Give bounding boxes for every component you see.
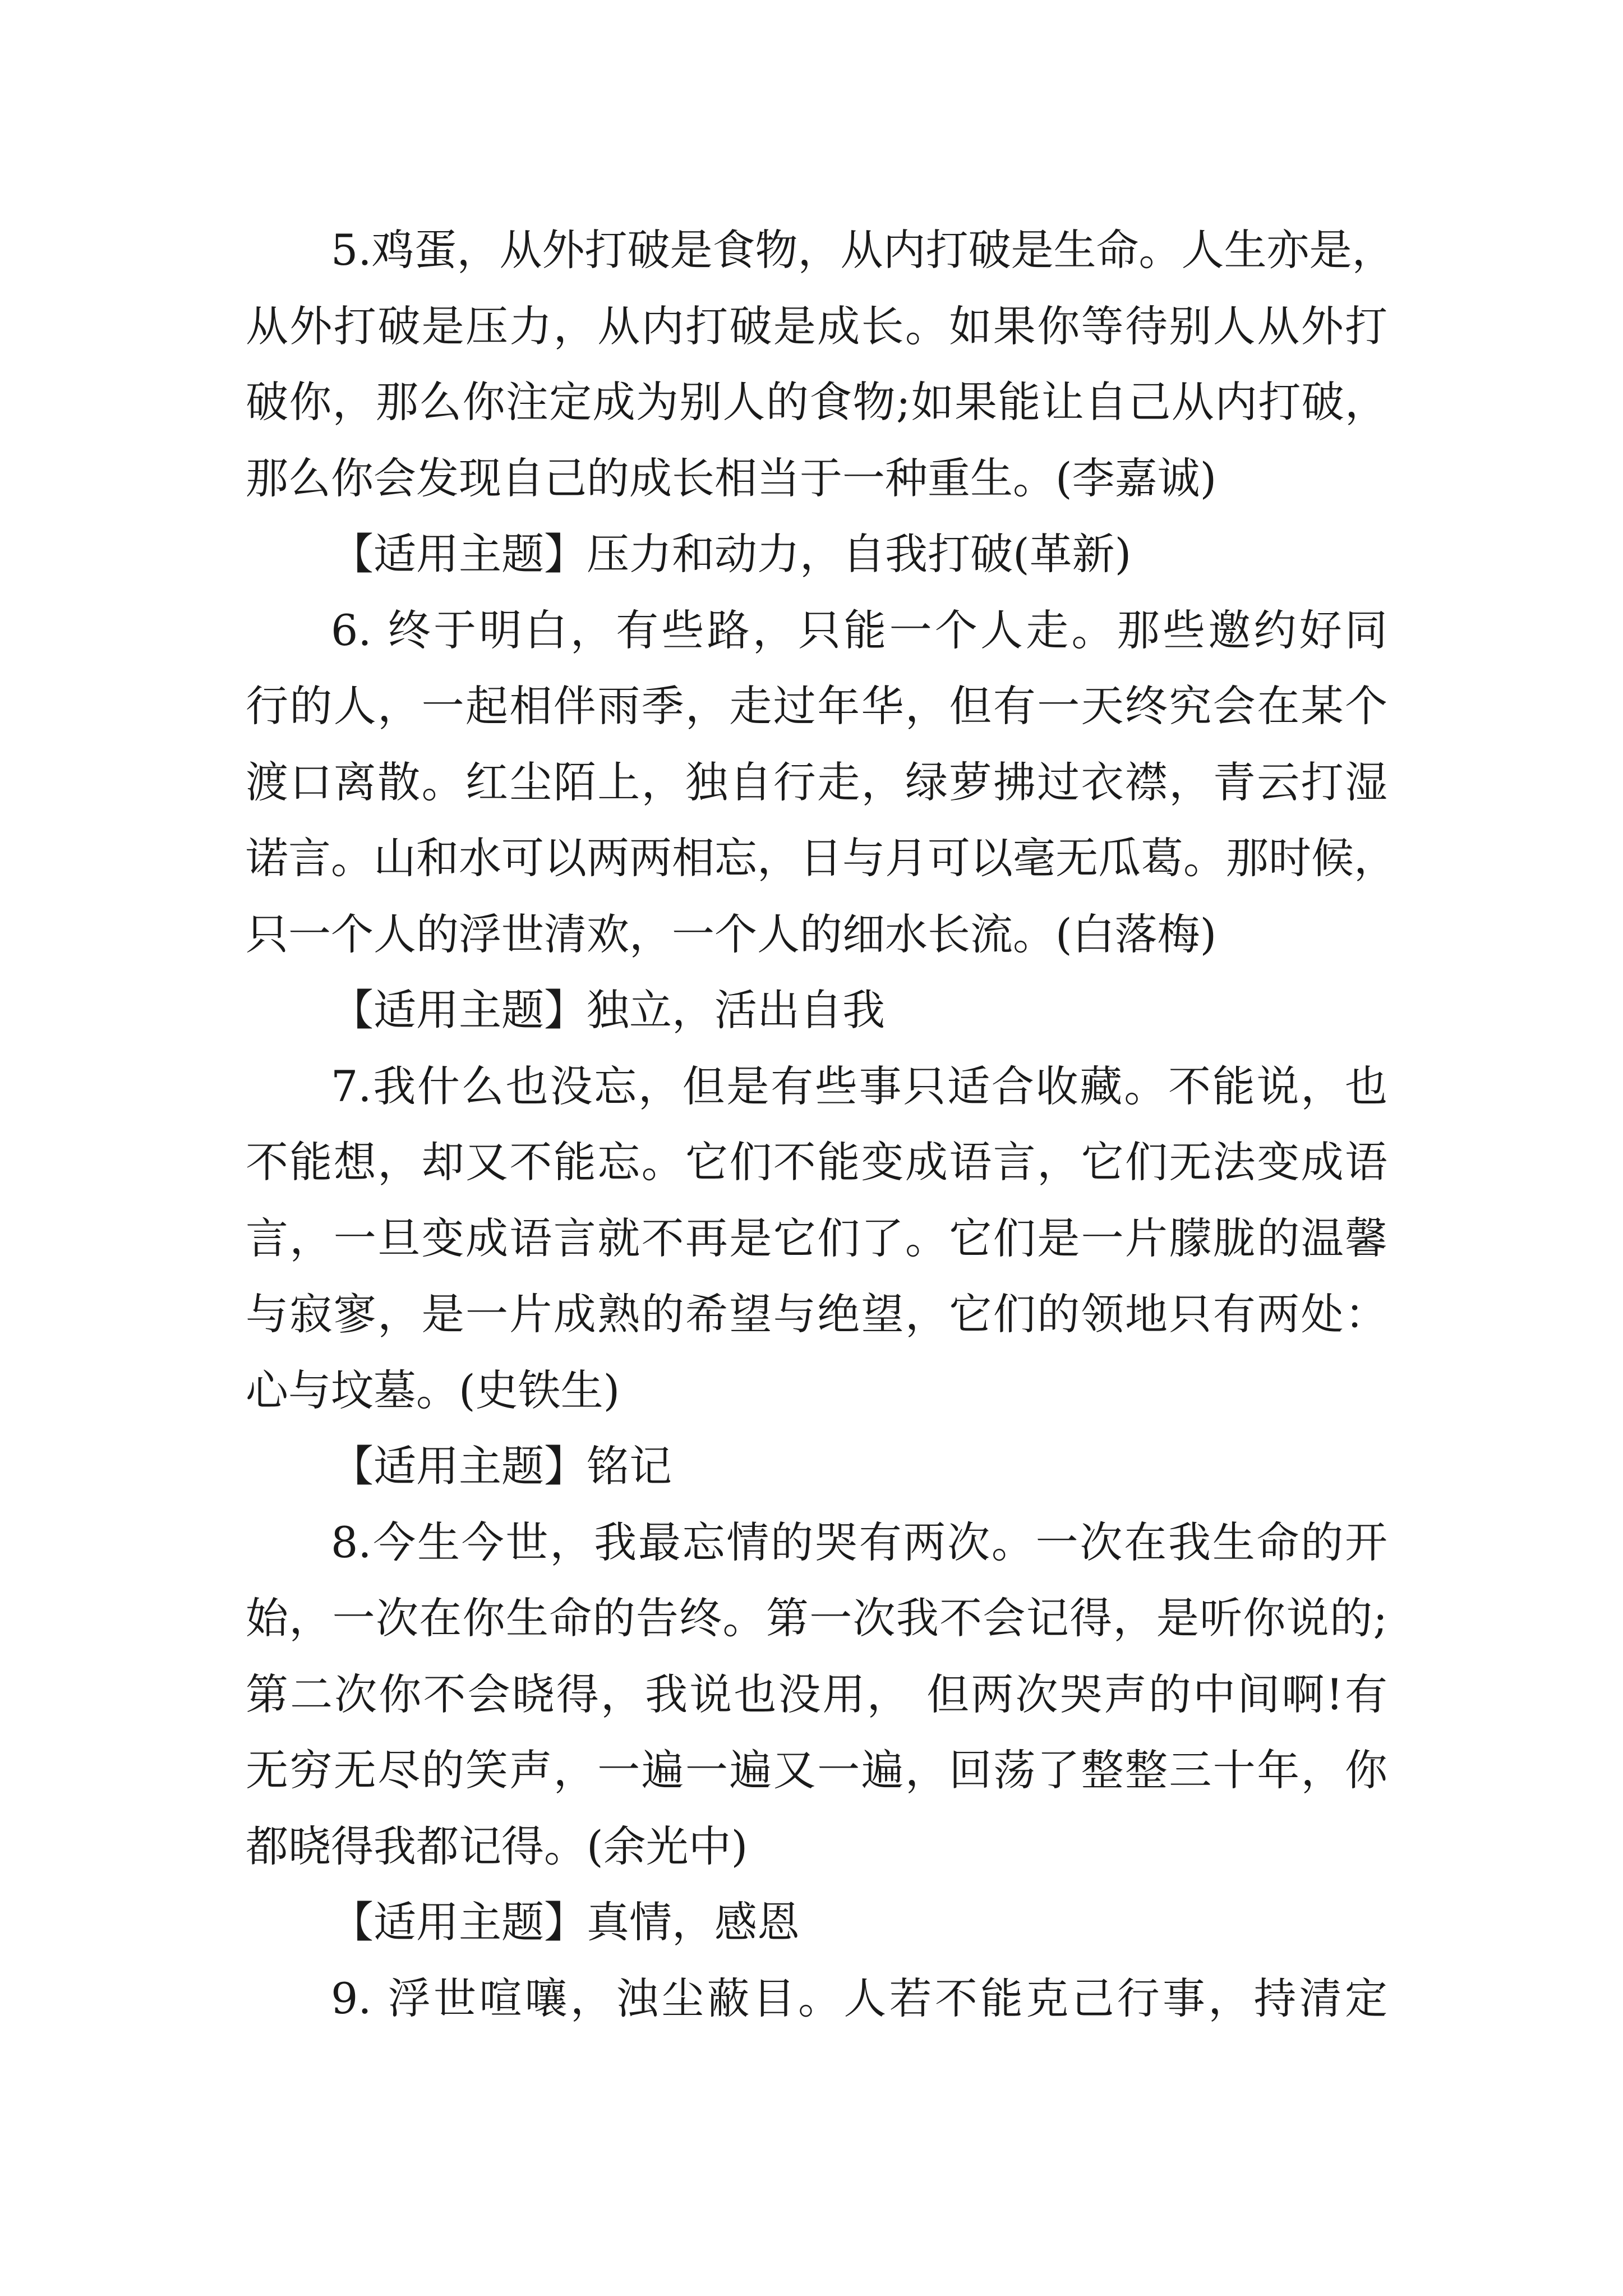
theme-paragraph-7 xyxy=(246,1428,1387,1504)
quote-paragraph-6 xyxy=(246,592,1396,973)
theme-paragraph-8 xyxy=(246,1884,1387,1961)
text-line: 都晓得我都记得。(余光中) xyxy=(246,1821,748,1871)
text-line: 6. 终于明白，有些路，只能一个人走。那些邀约好同 xyxy=(331,605,1387,655)
theme-line: 【适用主题】独立，活出自我 xyxy=(331,985,885,1035)
text-line: 诺言。山和水可以两两相忘，日与月可以毫无瓜葛。那时候， xyxy=(246,833,1396,883)
text-line: 9. 浮世喧嚷，浊尘蔽目。人若不能克己行事，持清定 xyxy=(331,1973,1387,2023)
theme-paragraph-5 xyxy=(246,516,1387,592)
text-line: 8.今生今世，我最忘情的哭有两次。一次在我生命的开 xyxy=(331,1517,1387,1567)
text-line: 与寂寥，是一片成熟的希望与绝望，它们的领地只有两处： xyxy=(246,1289,1387,1339)
text-line: 言，一旦变成语言就不再是它们了。它们是一片朦胧的温馨 xyxy=(246,1213,1387,1263)
quote-paragraph-9 xyxy=(246,1961,1387,2037)
theme-line: 【适用主题】真情，感恩 xyxy=(331,1897,800,1947)
text-line: 7.我什么也没忘，但是有些事只适合收藏。不能说，也 xyxy=(331,1061,1387,1111)
document-body xyxy=(246,212,1396,2036)
text-line: 无穷无尽的笑声，一遍一遍又一遍，回荡了整整三十年，你 xyxy=(246,1745,1387,1795)
text-line: 只一个人的浮世清欢，一个人的细水长流。(白落梅) xyxy=(246,909,1217,959)
theme-line: 【适用主题】铭记 xyxy=(331,1441,672,1491)
quote-paragraph-8 xyxy=(246,1504,1387,1885)
quote-paragraph-5 xyxy=(246,212,1395,516)
text-line: 渡口离散。红尘陌上，独自行走，绿萝拂过衣襟，青云打湿 xyxy=(246,757,1387,807)
text-line: 始，一次在你生命的告终。第一次我不会记得，是听你说的; xyxy=(246,1593,1387,1643)
text-line: 那么你会发现自己的成长相当于一种重生。(李嘉诚) xyxy=(246,453,1217,503)
text-line: 5.鸡蛋，从外打破是食物，从内打破是生命。人生亦是， xyxy=(331,225,1395,275)
text-line: 第二次你不会晓得，我说也没用， 但两次哭声的中间啊!有 xyxy=(246,1669,1387,1719)
text-line: 不能想，却又不能忘。它们不能变成语言，它们无法变成语 xyxy=(246,1137,1387,1187)
theme-paragraph-6 xyxy=(246,972,1387,1048)
text-line: 从外打破是压力，从内打破是成长。如果你等待别人从外打 xyxy=(246,301,1387,351)
text-line: 行的人，一起相伴雨季，走过年华，但有一天终究会在某个 xyxy=(246,681,1387,731)
theme-line: 【适用主题】压力和动力，自我打破(革新) xyxy=(331,529,1132,579)
quote-paragraph-7 xyxy=(246,1048,1387,1429)
text-line: 心与坟墓。(史铁生) xyxy=(246,1365,620,1415)
text-line: 破你，那么你注定成为别人的食物;如果能让自己从内打破， xyxy=(246,377,1387,427)
